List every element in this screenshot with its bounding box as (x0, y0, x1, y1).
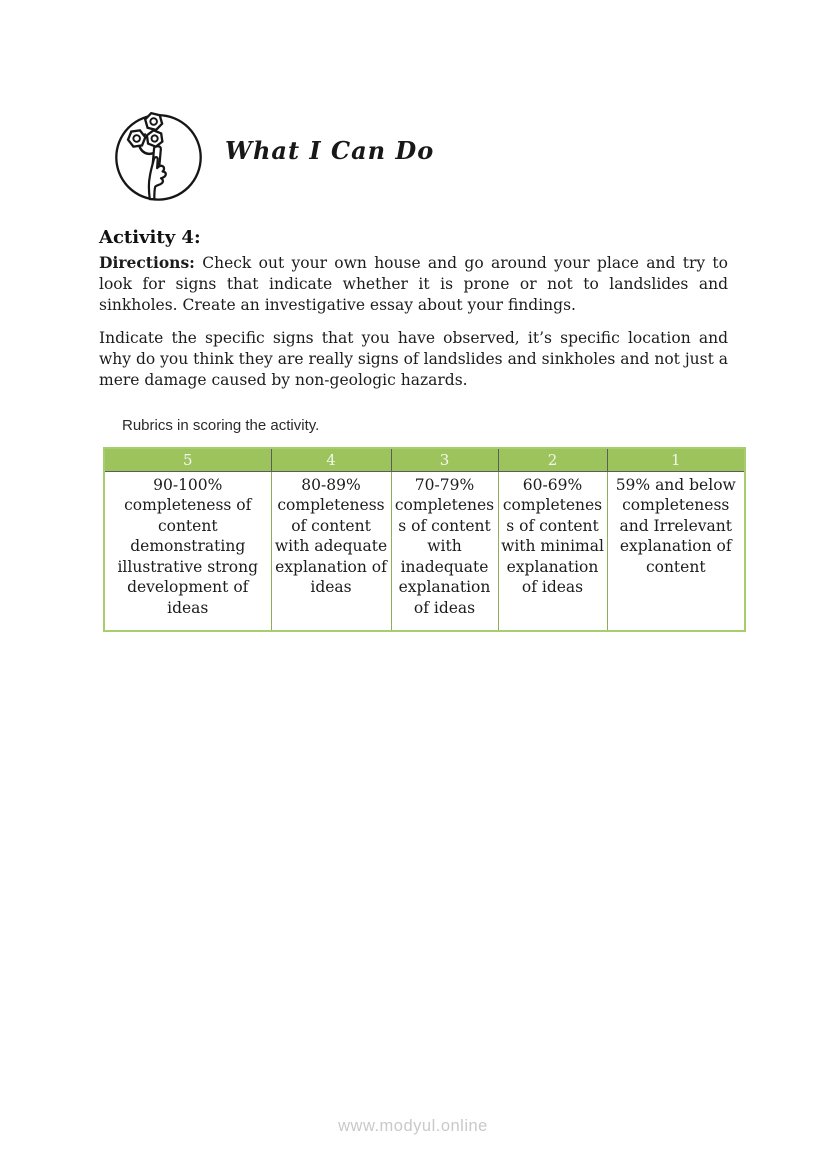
rubric-criteria-row (104, 471, 745, 631)
hand-wrench-nuts-icon (110, 106, 207, 203)
activity-section (99, 227, 728, 391)
rubric-cell-2: 60-69% completeness of content with minimal explanation of ideas (498, 471, 607, 631)
rubric-score-1: 1 (607, 448, 745, 471)
rubric-score-4: 4 (271, 448, 391, 471)
rubric-caption: Rubrics in scoring the activity. (122, 417, 320, 434)
rubric-cell-4: 80-89% completeness of content with adequate explanation of ideas (271, 471, 391, 631)
instructions-paragraph: Indicate the specific signs that you have observed, it’s specific location and why do you think they are really signs of landslides and sinkholes and not just a mere damage caused by non-geologic hazards. (99, 328, 728, 390)
rubric-score-3: 3 (391, 448, 498, 471)
rubric-table (103, 447, 746, 632)
footer-url: www.modyul.online (338, 1117, 488, 1135)
page-title: What I Can Do (225, 136, 435, 165)
directions-paragraph (99, 252, 728, 317)
rubric-table-container (103, 447, 746, 632)
rubric-cell-5: 90-100% completeness of content demonstrating illustrative strong development of ideas (104, 471, 271, 631)
activity-heading: Activity 4: (99, 227, 201, 248)
rubric-cell-1: 59% and below completeness and Irrelevant explanation of content (607, 471, 745, 631)
directions-label: Directions: (99, 253, 195, 272)
rubric-cell-3: 70-79% completeness of content with inadequate explanation of ideas (391, 471, 498, 631)
directions-text: Check out your own house and go around your place and try to look for signs that indicate whether it is prone or not to landslides and sinkholes. Create an investigative essay about your findings. (99, 254, 728, 315)
rubric-score-2: 2 (498, 448, 607, 471)
rubric-header-row (104, 448, 745, 471)
rubric-score-5: 5 (104, 448, 271, 471)
